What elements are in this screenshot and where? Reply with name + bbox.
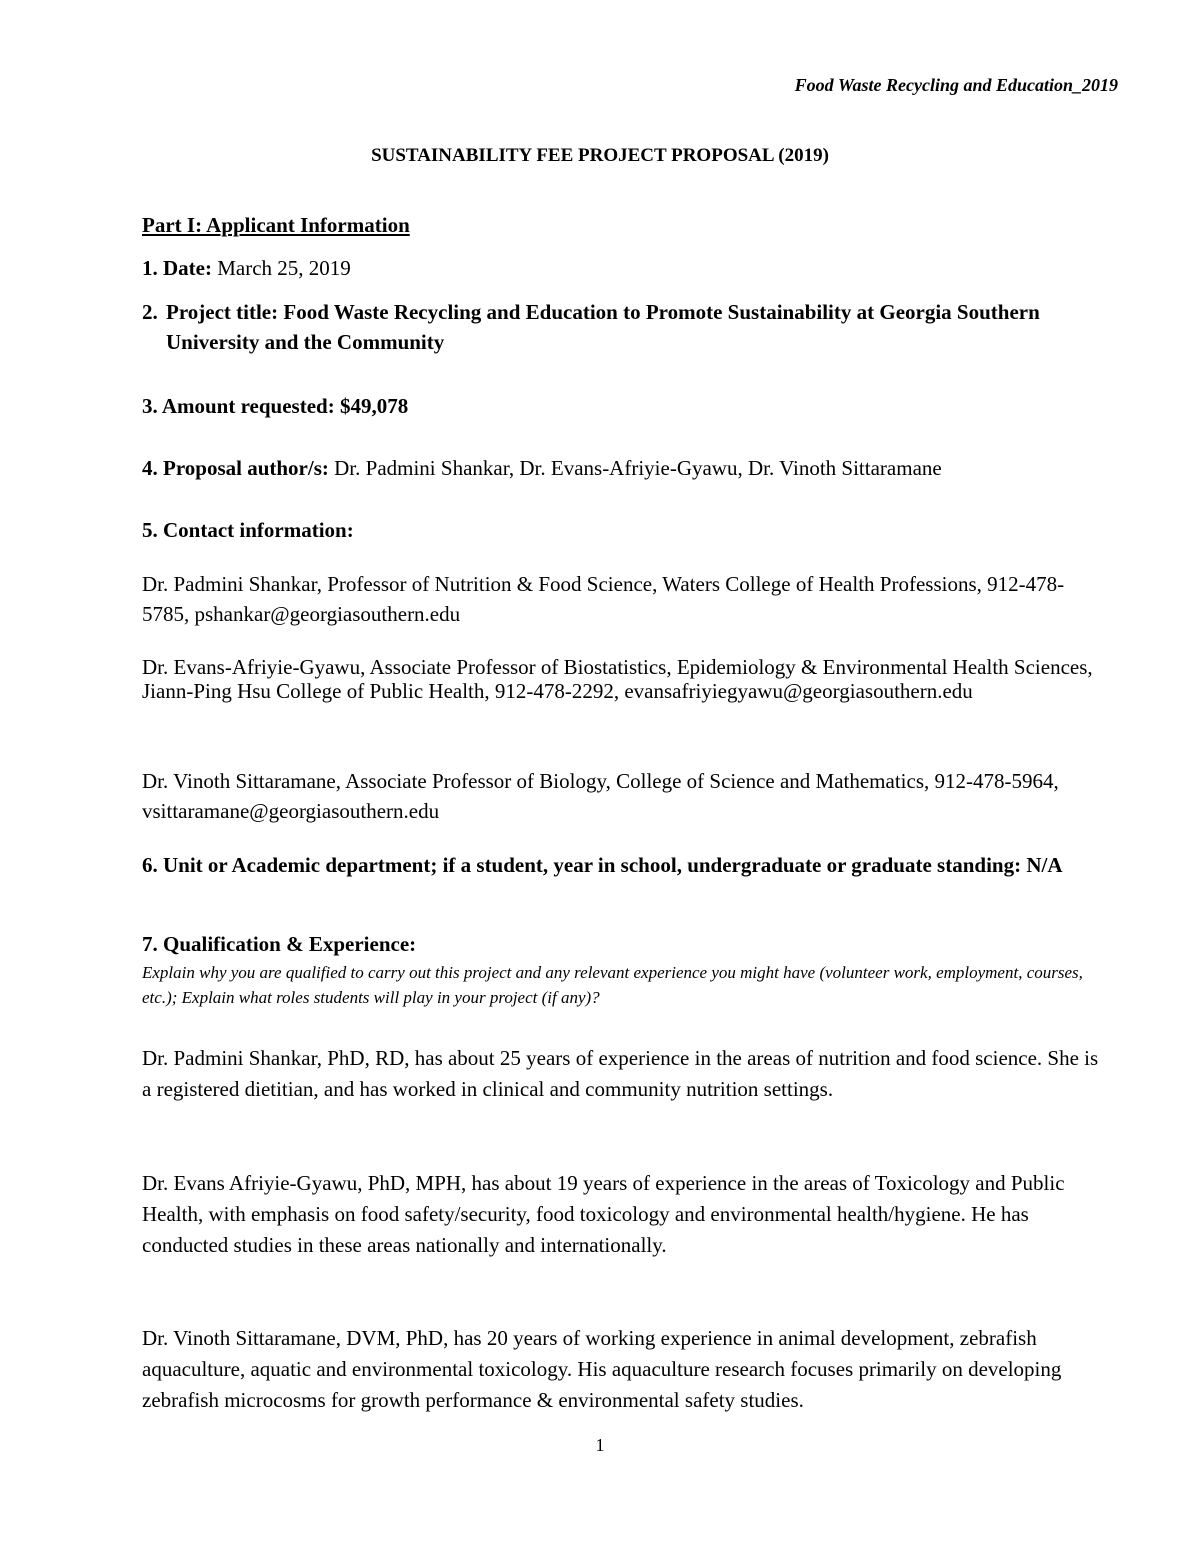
amount-requested: 3. Amount requested: $49,078 [142, 394, 409, 418]
authors-label: 4. Proposal author/s: [142, 456, 329, 480]
date-label: 1. Date: [142, 256, 212, 280]
running-header: Food Waste Recycling and Education_2019 [794, 75, 1118, 95]
project-number: 2. [142, 300, 158, 324]
contact-afriyie-gyawu: Dr. Evans-Afriyie-Gyawu, Associate Professor of Biostatistics, Epidemiology & Environmental Health Sciences, Jiann-Ping Hsu College of Public Health, 912-478-2292, evansafriyiegyawu@georgiasouthern.edu [142, 655, 1093, 703]
qualification-afriyie-gyawu: Dr. Evans Afriyie-Gyawu, PhD, MPH, has about 19 years of experience in the areas of Toxicology and Public Health, with emphasis on food safety/security, food toxicology and environmental health/hygiene. He has conducted studies in these areas nationally and internationally. [142, 1171, 1065, 1257]
qualification-sittaramane: Dr. Vinoth Sittaramane, DVM, PhD, has 20 years of working experience in animal development, zebrafish aquaculture, aquatic and environmental toxicology. His aquaculture research focuses primarily on developing zebrafish microcosms for growth performance & environmental safety studies. [142, 1326, 1062, 1412]
item-date [142, 253, 1102, 283]
contact-heading: 5. Contact information: [142, 518, 354, 542]
unit-department: 6. Unit or Academic department; if a student, year in school, undergraduate or graduate standing: N/A [142, 853, 1063, 877]
project-title: Project title: Food Waste Recycling and Education to Promote Sustainability at Georgia Southern University and the Community [166, 300, 1040, 354]
item-project-title [142, 297, 1102, 357]
date-value: March 25, 2019 [217, 256, 351, 280]
qualification-shankar: Dr. Padmini Shankar, PhD, RD, has about 25 years of experience in the areas of nutrition and food science. She is a registered dietitian, and has worked in clinical and community nutrition settings. [142, 1046, 1099, 1101]
authors-value: Dr. Padmini Shankar, Dr. Evans-Afriyie-Gyawu, Dr. Vinoth Sittaramane [334, 456, 942, 480]
page-number: 1 [595, 1435, 605, 1455]
qualification-heading: 7. Qualification & Experience: [142, 932, 417, 956]
part1-heading: Part I: Applicant Information [142, 213, 410, 237]
contact-sittaramane: Dr. Vinoth Sittaramane, Associate Professor of Biology, College of Science and Mathematics, 912-478-5964, vsittaramane@georgiasouthern.edu [142, 769, 1059, 823]
contact-shankar: Dr. Padmini Shankar, Professor of Nutrition & Food Science, Waters College of Health Professions, 912-478-5785, pshankar@georgiasouthern.edu [142, 572, 1065, 626]
document-title: SUSTAINABILITY FEE PROJECT PROPOSAL (2019) [371, 145, 829, 166]
item-authors [142, 453, 1102, 483]
qualification-instructions: Explain why you are qualified to carry out this project and any relevant experience you might have (volunteer work, employment, courses, etc.); Explain what roles students will play in your project (if any)? [142, 963, 1083, 1007]
